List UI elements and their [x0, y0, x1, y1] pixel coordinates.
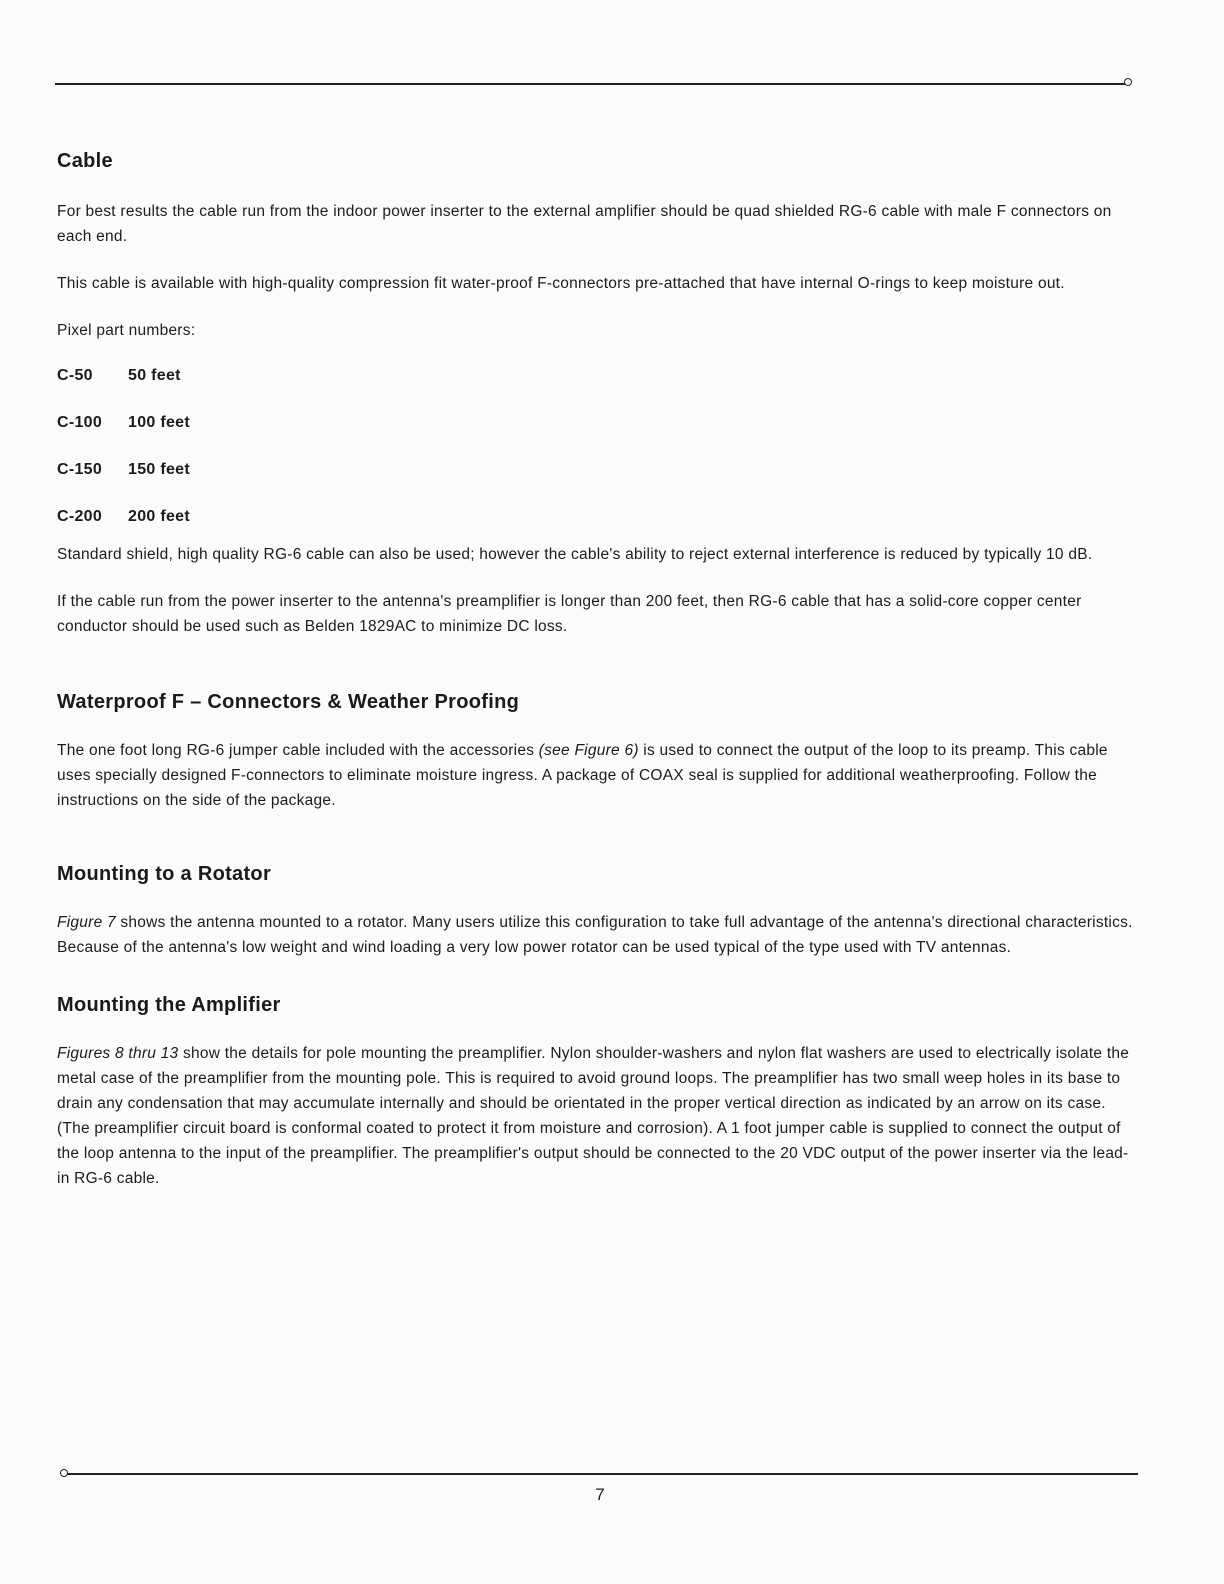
- part-row: [57, 414, 1137, 461]
- part-code: C-50: [57, 367, 93, 384]
- top-rule: [55, 83, 1125, 85]
- cable-section: [57, 150, 1137, 639]
- figure-reference: Figure 7: [57, 914, 116, 931]
- rotator-text: shows the antenna mounted to a rotator. Many users utilize this configuration to take full advantage of the antenna's directional characteristics. Because of the antenna's low weight and wind loading a very low power rotator can be used typical of the type used with TV antennas.: [57, 914, 1133, 956]
- part-code: C-200: [57, 508, 103, 525]
- part-length: 50 feet: [128, 367, 181, 384]
- parts-intro: Pixel part numbers:: [57, 322, 196, 339]
- part-row: [57, 508, 1137, 542]
- part-row: [57, 367, 1137, 414]
- amplifier-section: [57, 994, 1137, 1191]
- part-row: [57, 461, 1137, 508]
- part-length: 200 feet: [128, 508, 190, 525]
- cable-heading: Cable: [57, 150, 113, 172]
- amplifier-paragraph: [57, 1041, 1137, 1191]
- cable-paragraph-3: Standard shield, high quality RG-6 cable can also be used; however the cable's ability to reject external interference is reduced by typically 10 dB.: [57, 546, 1093, 563]
- rotator-section: [57, 863, 1137, 960]
- waterproof-text-a: The one foot long RG-6 jumper cable included with the accessories: [57, 742, 539, 759]
- waterproof-text-b: is used to connect the output of the loop to its preamp. This cable uses specially designed F-connectors to eliminate moisture ingress. A package of COAX seal is supplied for additional weatherproofing. Follow the instructions on the side of the package.: [57, 742, 1108, 809]
- waterproof-section: [57, 691, 1137, 813]
- cable-paragraph-2: This cable is available with high-quality compression fit water-proof F-connectors pre-attached that have internal O-rings to keep moisture out.: [57, 275, 1065, 292]
- rotator-paragraph: [57, 910, 1137, 960]
- bottom-rule: [66, 1473, 1138, 1475]
- page-content: [57, 150, 1137, 1191]
- cable-paragraph-1: For best results the cable run from the indoor power inserter to the external amplifier should be quad shielded RG-6 cable with male F connectors on each end.: [57, 203, 1112, 245]
- rotator-heading: Mounting to a Rotator: [57, 863, 272, 885]
- amplifier-heading: Mounting the Amplifier: [57, 994, 281, 1016]
- figure-reference: (see Figure 6): [538, 742, 639, 759]
- page-number: 7: [595, 1485, 605, 1504]
- part-code: C-150: [57, 461, 103, 478]
- part-length: 100 feet: [128, 414, 190, 431]
- parts-list: [57, 367, 1137, 542]
- waterproof-heading: Waterproof F – Connectors & Weather Proofing: [57, 691, 520, 713]
- amplifier-text: show the details for pole mounting the preamplifier. Nylon shoulder-washers and nylon flat washers are used to electrically isolate the metal case of the preamplifier from the mounting pole. This is required to avoid ground loops. The preamplifier has two small weep holes in its base to drain any condensation that may accumulate internally and should be orientated in the proper vertical direction as indicated by an arrow on its case. (The preamplifier circuit board is conformal coated to protect it from moisture and corrosion). A 1 foot jumper cable is supplied to connect the output of the loop antenna to the input of the preamplifier. The preamplifier's output should be connected to the 20 VDC output of the power inserter via the lead-in RG-6 cable.: [57, 1045, 1130, 1187]
- top-rule-end-ring: [1124, 78, 1132, 86]
- part-length: 150 feet: [128, 461, 190, 478]
- waterproof-paragraph: [57, 738, 1137, 813]
- bottom-rule-end-ring: [60, 1469, 68, 1477]
- part-code: C-100: [57, 414, 103, 431]
- figure-reference: Figures 8 thru 13: [57, 1045, 179, 1062]
- cable-paragraph-4: If the cable run from the power inserter to the antenna's preamplifier is longer than 200 feet, then RG-6 cable that has a solid-core copper center conductor should be used such as Belden 1829AC to minimize DC loss.: [57, 593, 1082, 635]
